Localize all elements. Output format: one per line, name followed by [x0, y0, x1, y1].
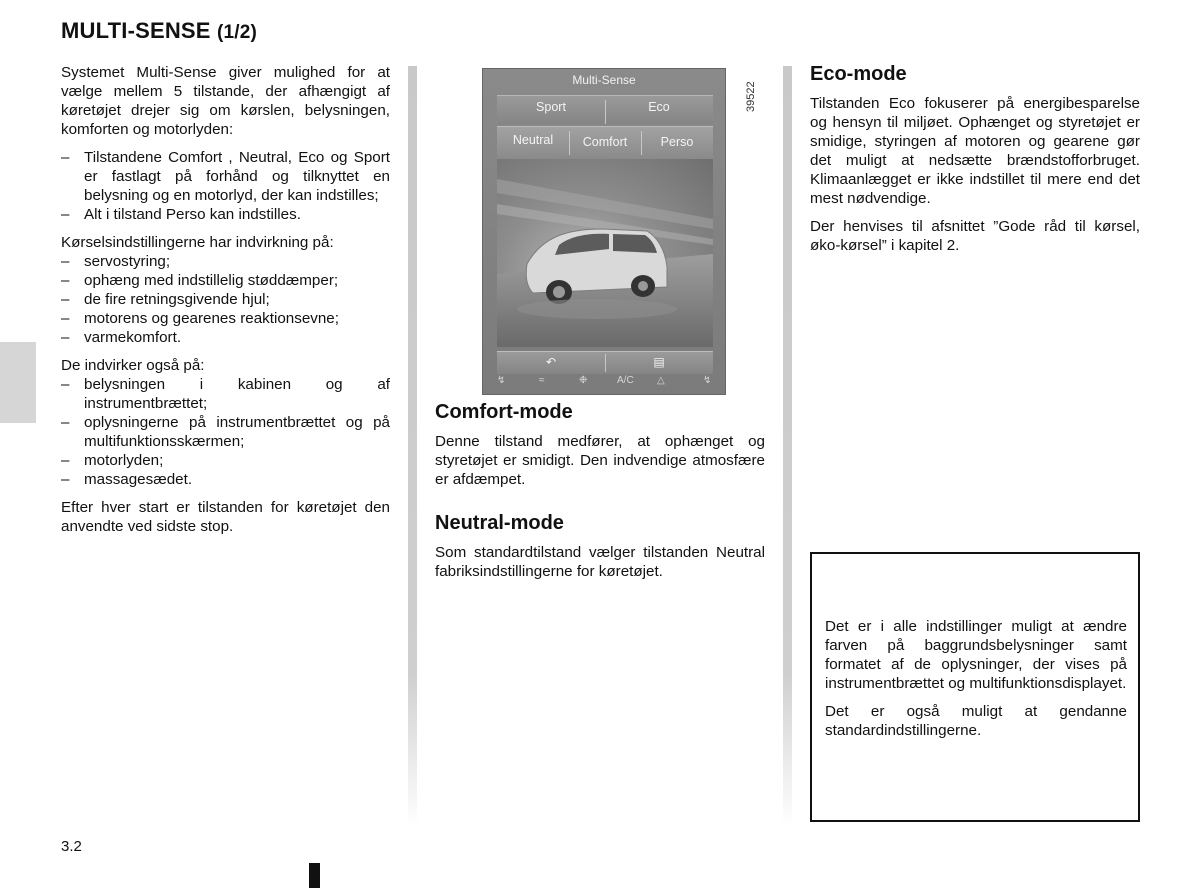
list-item: – Tilstandene Comfort , Neutral, Eco og Sport er fastlagt på forhånd og tilknyttet en belysning og en motorlyd, der kan indstilles;	[61, 148, 390, 205]
ac-icon[interactable]: A/C	[617, 375, 634, 386]
fan-icon[interactable]: ❉	[579, 375, 588, 386]
page-number: 3.2	[61, 838, 82, 855]
fan-high-icon[interactable]: ↯	[703, 375, 712, 386]
screen-bottom-bar	[497, 351, 713, 374]
eco-mode-heading: Eco-mode	[810, 63, 907, 85]
page-title-part: (1/2)	[217, 22, 258, 43]
list-item: – de fire retningsgivende hjul;	[61, 290, 390, 309]
column-divider-right	[783, 66, 792, 826]
list-item: – varmekomfort.	[61, 328, 390, 347]
influence-list	[61, 252, 390, 347]
list-item: – motorens og gearenes reaktionsevne;	[61, 309, 390, 328]
column-modes	[435, 400, 765, 590]
car-illustration	[497, 159, 713, 347]
screen-mode-tabs	[497, 126, 713, 159]
multisense-screen-illustration	[482, 68, 726, 395]
fan-low-icon[interactable]: ↯	[497, 375, 506, 386]
comfort-button[interactable]: Comfort	[582, 135, 628, 149]
footer-marker	[309, 863, 320, 888]
neutral-mode-heading: Neutral-mode	[435, 512, 564, 534]
climate-icons-row	[483, 375, 725, 393]
image-reference-code	[743, 76, 759, 116]
note-paragraph: Det er i alle indstillinger muligt at ændre farven på baggrundsbelysninger samt formatet af de oplysninger, der vises på instrumentbrættet og multifunktionsdisplayet.	[825, 618, 1127, 692]
note-box	[810, 552, 1140, 822]
back-arrow-icon[interactable]: ↶	[545, 355, 557, 369]
list-item: – servostyring;	[61, 252, 390, 271]
image-code-text: 39522	[745, 81, 757, 112]
page-title-text: MULTI-SENSE	[61, 18, 211, 43]
section-side-tab	[0, 342, 36, 423]
note-content	[825, 617, 1127, 749]
closing-paragraph: Efter hver start er tilstanden for køretøjet den anvendte ved sidste stop.	[61, 499, 390, 535]
eco-mode-text: Tilstanden Eco fokuserer på energibesparelse og hensyn til miljøet. Ophænget og styretøjet er smidige, styringen af motoren og gearene gør det muligt at nedsætte brændstofforbruget. Klimaanlægget er ikke indstillet til mere end det mest nødvendige.	[810, 95, 1140, 207]
neutral-button[interactable]: Neutral	[512, 133, 554, 147]
seat-heat-icon[interactable]: ≈	[539, 375, 545, 386]
list-item: – motorlyden;	[61, 451, 390, 470]
car-scene-image	[497, 159, 713, 347]
list-item: – ophæng med indstillelig støddæmper;	[61, 271, 390, 290]
list-item: – oplysningerne på instrumentbrættet og på multifunktionsskærmen;	[61, 413, 390, 451]
screen-top-tabs	[497, 95, 713, 124]
intro-list	[61, 148, 390, 224]
comfort-mode-heading: Comfort-mode	[435, 401, 573, 423]
intro-paragraph: Systemet Multi-Sense giver mulighed for at vælge mellem 5 tilstande, der afhængigt af køretøjet drejer sig om kørslen, belysningen, komforten og motorlyden:	[61, 64, 390, 138]
also-list	[61, 375, 390, 489]
list-item: – belysningen i kabinen og af instrumentbrættet;	[61, 375, 390, 413]
eco-button[interactable]: Eco	[648, 100, 670, 114]
list-item: – massagesædet.	[61, 470, 390, 489]
page-title	[61, 18, 257, 44]
list-item: – Alt i tilstand Perso kan indstilles.	[61, 205, 390, 224]
note-paragraph: Det er også muligt at gendanne standardindstillingerne.	[825, 703, 1127, 739]
screen-title: Multi-Sense	[572, 73, 636, 87]
sport-button[interactable]: Sport	[536, 100, 566, 114]
eco-reference-text: Der henvises til afsnittet ”Gode råd til kørsel, øko-kørsel” i kapitel 2.	[810, 218, 1140, 254]
recirculation-icon[interactable]: △	[657, 375, 665, 386]
menu-icon[interactable]: ▤	[653, 355, 665, 369]
also-heading: De indvirker også på:	[61, 357, 205, 374]
comfort-mode-text: Denne tilstand medfører, at ophænget og styretøjet er smidigt. Den indvendige atmosfære er afdæmpet.	[435, 433, 765, 488]
column-intro	[61, 63, 390, 545]
perso-button[interactable]: Perso	[660, 135, 694, 149]
column-divider-left	[408, 66, 417, 826]
neutral-mode-text: Som standardtilstand vælger tilstanden Neutral fabriksindstillingerne for køretøjet.	[435, 544, 765, 580]
influence-heading: Kørselsindstillingerne har indvirkning på:	[61, 234, 334, 251]
column-eco	[810, 62, 1140, 264]
